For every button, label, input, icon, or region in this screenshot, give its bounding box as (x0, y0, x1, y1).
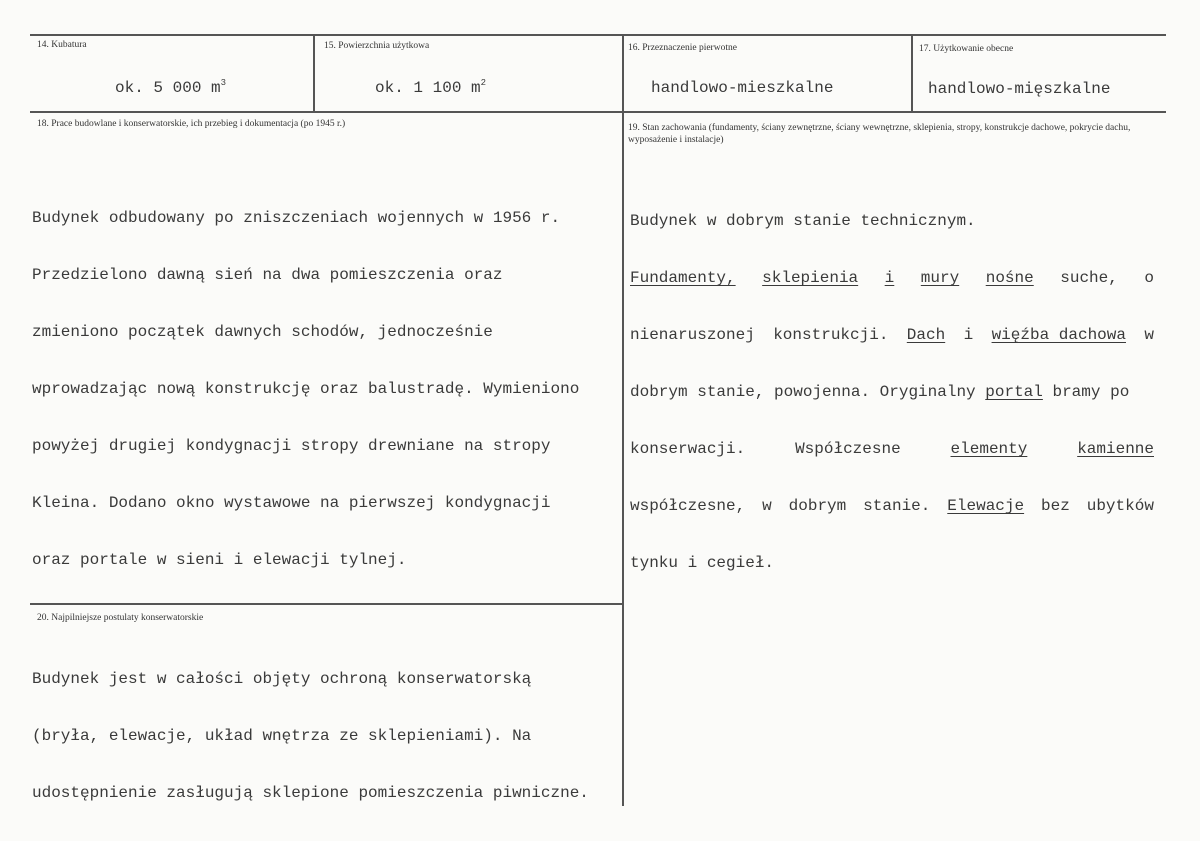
row1-bottom-rule (30, 111, 1166, 113)
field18-line: Kleina. Dodano okno wystawowe na pierwszej kondygnacji (32, 494, 551, 512)
field18-line: Budynek odbudowany po zniszczeniach wojennych w 1956 r. (32, 209, 561, 227)
field19-word: i (963, 326, 974, 344)
field19-word: Współczesne (795, 440, 901, 458)
field19-word: kamienne (1077, 440, 1154, 458)
field19-line (630, 326, 1154, 345)
field18-label: 18. Prace budowlane i konserwatorskie, ich przebieg i dokumentacja (po 1945 r.) (37, 119, 346, 129)
field19-line (630, 269, 1154, 288)
field19-word: bez (1041, 497, 1070, 515)
field19-segment: dobrym stanie, powojenna. Oryginalny (630, 383, 986, 401)
field18-text (32, 171, 579, 608)
field15-value-text: ok. 1 100 m (375, 79, 481, 97)
field19-word: Fundamenty, (630, 269, 736, 287)
field14-value (115, 78, 226, 97)
field19-line: tynku i cegieł. (630, 554, 775, 572)
field19-word: i (884, 269, 895, 287)
divider-14-15 (313, 34, 315, 113)
field15-label: 15. Powierzchnia użytkowa (324, 41, 430, 51)
field19-word: portal (985, 383, 1043, 401)
field17-label: 17. Użytkowanie obecne (919, 44, 1014, 54)
field15-value (375, 78, 486, 97)
field19-word: ubytków (1086, 497, 1154, 515)
field19-word: Dach (906, 326, 946, 344)
field19-word: o (1144, 269, 1154, 287)
field19-word: konserwacji. (630, 440, 746, 458)
field19-word: sklepienia (762, 269, 859, 287)
field19-word: elementy (950, 440, 1028, 458)
field19-word: mury (920, 269, 960, 287)
field19-word: nienaruszonej (630, 326, 755, 344)
field19-line (630, 383, 1154, 402)
field19-label: 19. Stan zachowania (fundamenty, ściany zewnętrzne, ściany wewnętrzne, sklepienia, stropy, konstrukcje dachowe, pokrycie dachu, wyposażenie i instalacje) (628, 123, 1131, 145)
field19-word: suche, (1060, 269, 1118, 287)
field18-line: oraz portale w sieni i elewacji tylnej. (32, 551, 407, 569)
field14-label: 14. Kubatura (37, 40, 87, 50)
divider-16-17 (911, 34, 913, 113)
top-rule (30, 34, 1166, 36)
field18-line: wprowadzając nową konstrukcję oraz balustradę. Wymieniono (32, 380, 580, 398)
field19-word: więźba dachowa (991, 326, 1126, 344)
field19-word: w (1144, 326, 1154, 344)
field14-value-text: ok. 5 000 m (115, 79, 221, 97)
field19-line: Budynek w dobrym stanie technicznym. (630, 212, 976, 230)
field20-line: (bryła, elewacje, układ wnętrza ze sklepieniami). Na (32, 727, 532, 745)
field17-value: handlowo-mięszkalne (928, 80, 1111, 98)
field19-word: w (762, 497, 772, 515)
field20-label: 20. Najpilniejsze postulaty konserwatorskie (37, 613, 204, 623)
field19-word: konstrukcji. (773, 326, 889, 344)
field19-line (630, 440, 1154, 459)
field20-line: Budynek jest w całości objęty ochroną konserwatorską (32, 670, 532, 688)
field18-line: powyżej drugiej kondygnacji stropy drewniane na stropy (32, 437, 551, 455)
field18-line: zmieniono początek dawnych schodów, jednocześnie (32, 323, 493, 341)
field19-word: Elewacje (947, 497, 1025, 515)
center-divider (622, 34, 624, 806)
field19-word: stanie. (863, 497, 931, 515)
field20-line: udostępnienie zasługują sklepione pomieszczenia piwniczne. (32, 784, 589, 802)
field19-text (630, 174, 1154, 611)
field19-word: nośne (985, 269, 1034, 287)
field20-text (32, 632, 589, 841)
field19-segment: bramy po (1042, 383, 1130, 401)
field19-word: współczesne, (630, 497, 746, 515)
field18-line: Przedzielono dawną sień na dwa pomieszczenia oraz (32, 266, 503, 284)
field16-label: 16. Przeznaczenie pierwotne (628, 43, 737, 53)
field16-value: handlowo-mieszkalne (651, 79, 834, 97)
field15-unit-exponent: 2 (480, 78, 487, 88)
field19-word: dobrym (788, 497, 847, 515)
field14-unit-exponent: 3 (220, 78, 227, 88)
field19-line (630, 497, 1154, 516)
